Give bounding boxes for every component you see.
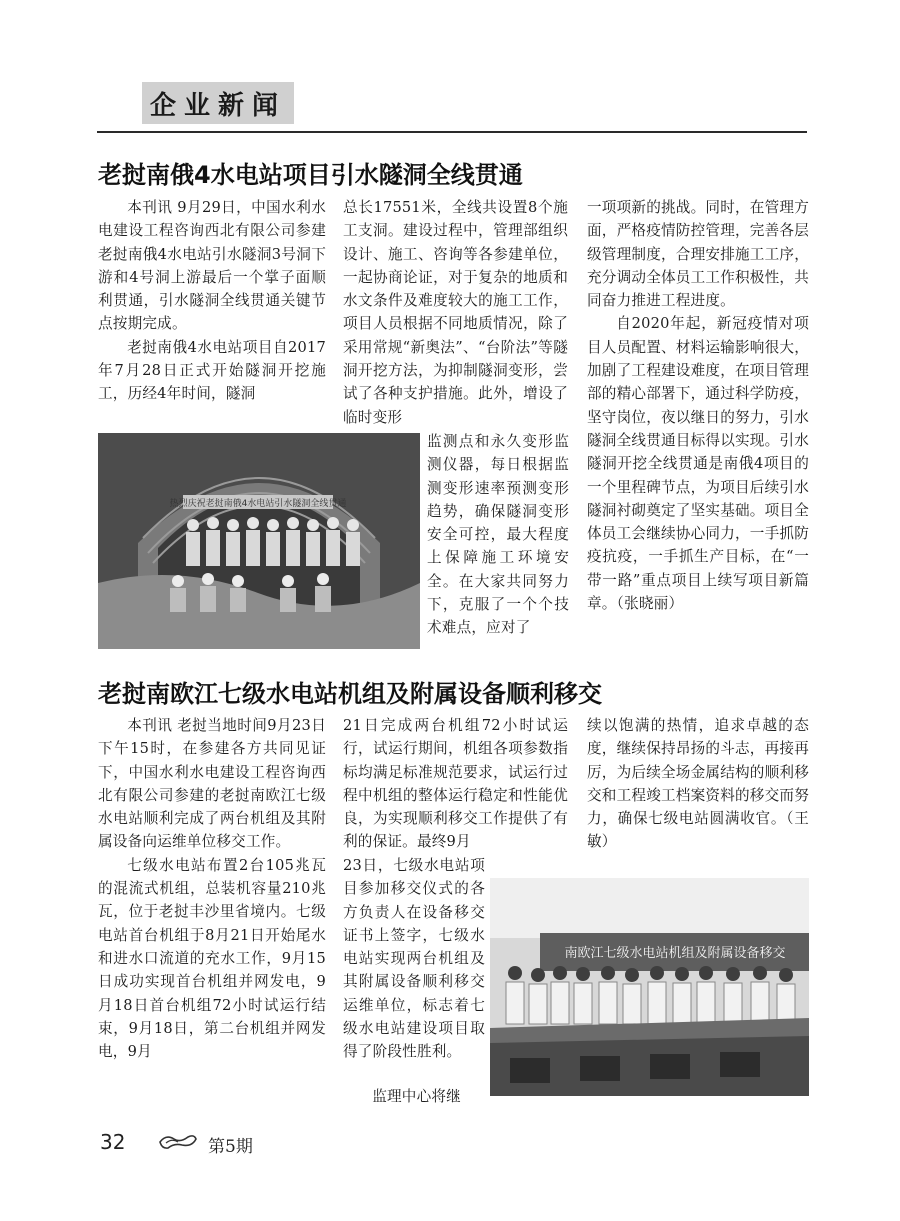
section-title: 企业新闻 [149, 90, 286, 121]
article2-column-2-wrap [343, 854, 485, 1064]
section-header [142, 82, 294, 124]
article2-paragraph: 23日，七级水电站项目参加移交仪式的各方负责人在设备移交证书上签字，七级水电站实现两台机组及其附属设备顺利移交运维单位，标志着七级水电站建设项目取得了阶段性胜利。 [343, 857, 485, 1061]
handover-photo-banner: 南欧江七级水电站机组及附属设备移交 [564, 946, 786, 961]
page-number: 32 [100, 1130, 126, 1154]
article2-column-1 [98, 714, 326, 1063]
article1-paragraph: 一项项新的挑战。同时，在管理方面，严格疫情防控管理，完善各层级管理制度，合理安排施工工序，充分调动全体员工工作积极性，共同奋力推进工程进度。 [587, 199, 809, 310]
article1-paragraph: 监测点和永久变形监测仪器，每日根据监测变形速率预测变形趋势，确保隧洞变形安全可控，最大程度上保障施工环境安全。在大家共同努力下，克服了一个个技术难点，应对了 [427, 433, 569, 637]
article2-paragraph: 七级水电站布置2台105兆瓦的混流式机组，总装机容量210兆瓦，位于老挝丰沙里省境内。七级电站首台机组于8月21日开始尾水和进水口流道的充水工作，9月15日成功实现首台机组并网发电，9月18日首台机组72小时试运行结束，9月18日，第二台机组并网发电，9月 [98, 856, 326, 1061]
article2-column-2 [343, 714, 568, 854]
handover-ceremony-photo [490, 878, 809, 1096]
article1-paragraph: 总长17551米，全线共设置8个施工支洞。建设过程中，管理部组织设计、施工、咨询等各参建单位，一起协商论证，对于复杂的地质和水文条件及难度较大的施工工作，项目人员根据不同地质情况，除了采用常规“新奥法”、“台阶法”等隧洞开挖方法，为抑制隧洞变形，尝试了各种支护措施。此外，增设了临时变形 [343, 199, 568, 426]
article1-column-2 [343, 196, 568, 429]
article2-headline: 老挝南欧江七级水电站机组及附属设备顺利移交 [98, 680, 602, 708]
article1-paragraph: 老挝南俄4水电站项目自2017年7月28日正式开始隧洞开挖施工，历经4年时间，隧洞 [98, 338, 326, 403]
article1-headline: 老挝南俄4水电站项目引水隧洞全线贯通 [98, 161, 523, 189]
article1-column-3 [587, 196, 809, 615]
article1-column-1 [98, 196, 326, 406]
article2-column-2-tail [343, 1085, 485, 1108]
article2-paragraph: 本刊讯 老挝当地时间9月23日下午15时，在参建各方共同见证下，中国水利水电建设工程咨询西北有限公司参建的老挝南欧江七级水电站顺利完成了两台机组及其附属设备向运维单位移交工作。 [98, 717, 326, 851]
tunnel-breakthrough-photo [98, 433, 420, 649]
header-rule [97, 131, 807, 133]
article2-column-3 [587, 714, 809, 854]
article2-paragraph: 续以饱满的热情，追求卓越的态度，继续保持昂扬的斗志，再接再厉，为后续全场金属结构的顺利移交和工程竣工档案资料的移交而努力，确保七级电站圆满收官。（王敏） [587, 717, 809, 851]
article2-paragraph: 21日完成两台机组72小时试运行，试运行期间，机组各项参数指标均满足标准规范要求，试运行过程中机组的整体运行稳定和性能优良，为实现顺利移交工作提供了有利的保证。最终9月 [343, 717, 568, 851]
magazine-logo-icon [158, 1133, 198, 1155]
tunnel-photo-banner: 热烈庆祝老挝南俄4水电站引水隧洞全线贯通 [169, 499, 347, 509]
article1-paragraph: 自2020年起，新冠疫情对项目人员配置、材料运输影响很大，加剧了工程建设难度，在项目管理部的精心部署下，通过科学防疫，坚守岗位，夜以继日的努力，引水隧洞全线贯通目标得以实现。引水隧洞开挖全线贯通是南俄4项目的一个里程碑节点，为项目后续引水隧洞衬砌奠定了坚实基础。项目全体员工会继续协心同力，一手抓防疫抗疫，一手抓生产目标，在“一带一路”重点项目上续写项目新篇章。（张晓丽） [587, 315, 809, 613]
article2-paragraph: 监理中心将继 [372, 1088, 461, 1105]
tunnel-photo-illustration [98, 433, 420, 649]
article1-paragraph: 本刊讯 9月29日，中国水利水电建设工程咨询西北有限公司参建老挝南俄4水电站引水隧洞3号洞下游和4号洞上游最后一个掌子面顺利贯通，引水隧洞全线贯通关键节点按期完成。 [98, 199, 326, 333]
article1-column-2-wrap [427, 430, 569, 640]
handover-photo-illustration [490, 878, 809, 1096]
issue-label: 第5期 [208, 1137, 253, 1157]
